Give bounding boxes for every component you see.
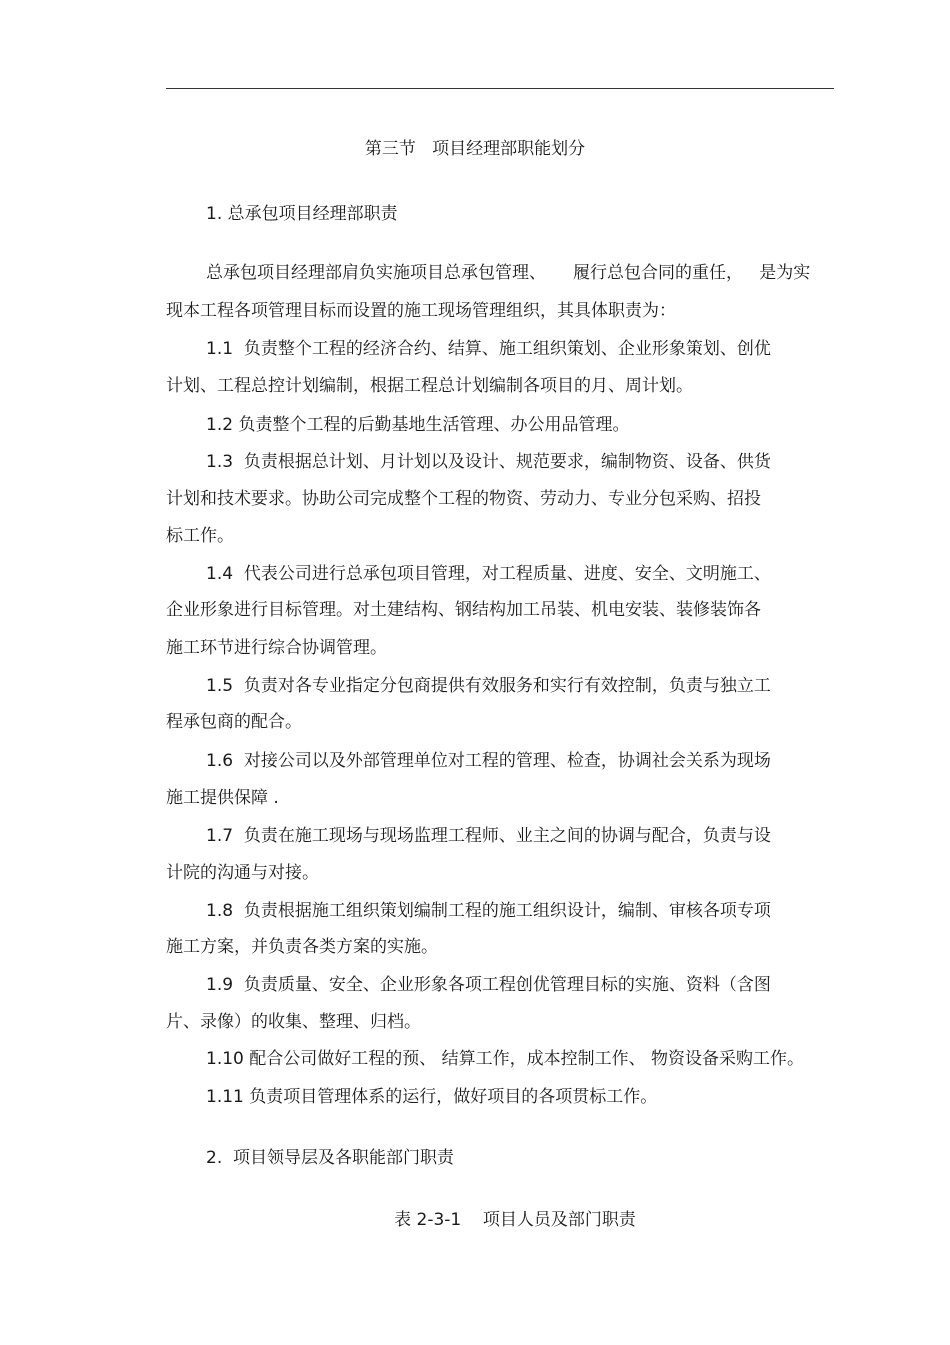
section-title: 第三节 项目经理部职能划分 <box>364 139 586 159</box>
item-1-10-line-1: 1.10 配合公司做好工程的预、 结算工作，成本控制工作、 物资设备采购工作。 <box>206 1049 805 1069</box>
item-1-9-line-2: 片、录像）的收集、整理、归档。 <box>166 1012 421 1032</box>
item-1-6-line-2: 施工提供保障 . <box>166 788 279 808</box>
item-1-8-line-2: 施工方案，并负责各类方案的实施。 <box>166 937 438 957</box>
item-1-7-line-1: 1.7 负责在施工现场与现场监理工程师、业主之间的协调与配合，负责与设 <box>206 826 771 846</box>
item-1-2-line-1: 1.2 负责整个工程的后勤基地生活管理、办公用品管理。 <box>206 415 630 435</box>
item-1-1-line-1: 1.1 负责整个工程的经济合约、结算、施工组织策划、企业形象策划、创优 <box>206 339 771 359</box>
item-1-3-line-3: 标工作。 <box>166 526 234 546</box>
item-1-7-line-2: 计院的沟通与对接。 <box>166 863 319 883</box>
item-1-11-line-1: 1.11 负责项目管理体系的运行，做好项目的各项贯标工作。 <box>206 1087 658 1107</box>
item-1-4-line-1: 1.4 代表公司进行总承包项目管理，对工程质量、进度、安全、文明施工、 <box>206 564 771 584</box>
item-1-1-line-2: 计划、工程总控计划编制，根据工程总计划编制各项目的月、周计划。 <box>166 376 693 396</box>
item-1-3-line-2: 计划和技术要求。协助公司完成整个工程的物资、劳动力、专业分包采购、招投 <box>166 489 761 509</box>
intro-paragraph-line-1: 总承包项目经理部肩负实施项目总承包管理、 履行总包合同的重任， 是为实 <box>206 263 811 283</box>
intro-paragraph-line-2: 现本工程各项管理目标而设置的施工现场管理组织，其具体职责为： <box>166 301 676 321</box>
item-1-9-line-1: 1.9 负责质量、安全、企业形象各项工程创优管理目标的实施、资料（含图 <box>206 975 771 995</box>
item-1-4-line-3: 施工环节进行综合协调管理。 <box>166 638 387 658</box>
item-1-5-line-2: 程承包商的配合。 <box>166 712 302 732</box>
heading-leadership-departments: 2. 项目领导层及各职能部门职责 <box>206 1148 455 1168</box>
item-1-4-line-2: 企业形象进行目标管理。对土建结构、钢结构加工吊装、机电安装、装修装饰各 <box>166 600 761 620</box>
item-1-5-line-1: 1.5 负责对各专业指定分包商提供有效服务和实行有效控制，负责与独立工 <box>206 676 771 696</box>
heading-general-contract-duties: 1. 总承包项目经理部职责 <box>206 204 398 224</box>
item-1-3-line-1: 1.3 负责根据总计划、月计划以及设计、规范要求，编制物资、设备、供货 <box>206 452 771 472</box>
item-1-6-line-1: 1.6 对接公司以及外部管理单位对工程的管理、检查，协调社会关系为现场 <box>206 751 771 771</box>
header-rule <box>166 88 834 89</box>
item-1-8-line-1: 1.8 负责根据施工组织策划编制工程的施工组织设计，编制、审核各项专项 <box>206 901 771 921</box>
table-caption: 表 2-3-1 项目人员及部门职责 <box>394 1210 636 1230</box>
